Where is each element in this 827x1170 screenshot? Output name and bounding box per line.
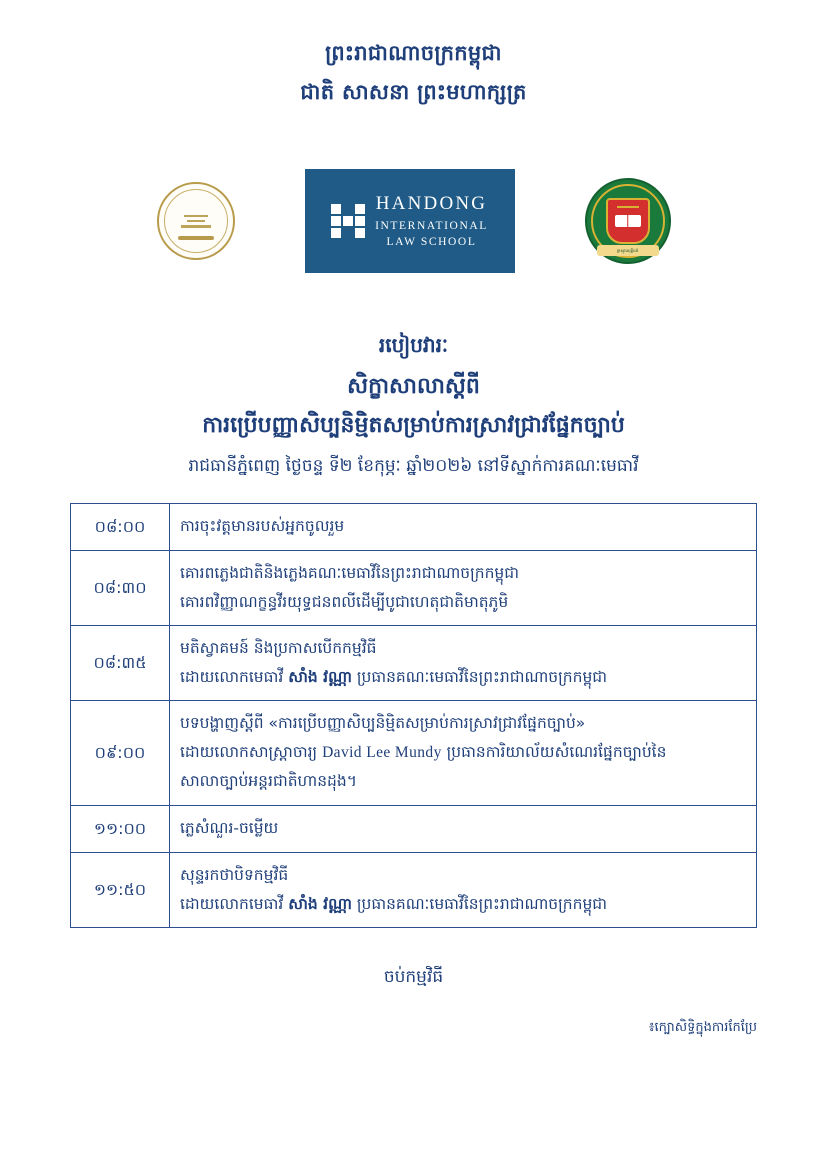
agenda-line-suffix: ប្រធានគណៈមេធាវីនៃព្រះរាជាណាចក្រកម្ពុជា: [351, 668, 608, 687]
agenda-line: បទបង្ហាញស្ដីពី «ការប្រើបញ្ញាសិប្បនិម្មិតសម្រាប់ការស្រាវជ្រាវផ្នែកច្បាប់»: [180, 714, 586, 733]
table-row: [71, 550, 757, 625]
closing-text: ចប់កម្មវិធី: [383, 966, 444, 987]
table-row: [71, 852, 757, 927]
agenda-line: មតិស្វាគមន៍ និងប្រកាសបើកកម្មវិធី: [180, 638, 377, 657]
handong-wordmark-line3: LAW SCHOOL: [386, 236, 477, 249]
national-motto: ជាតិ សាសនា ព្រះមហាក្សត្រ: [300, 79, 527, 104]
agenda-description: [170, 503, 757, 550]
table-row: [71, 625, 757, 700]
logo-row: [70, 161, 757, 281]
agenda-time: ១១:៥០: [71, 852, 170, 927]
agenda-line: [180, 664, 746, 691]
footnote-text: ៖ក្បោសិទ្ធិក្នុងការកែប្រែ: [648, 1019, 757, 1035]
seminar-subtitle: ការប្រើបញ្ញាសិប្បនិម្មិតសម្រាប់ការស្រាវជ្រាវផ្នែកច្បាប់: [202, 413, 625, 439]
agenda-line: [180, 739, 746, 766]
agenda-time: ០៩:០០: [71, 701, 170, 805]
agenda-description: [170, 852, 757, 927]
handong-law-school-logo: [305, 169, 515, 273]
agenda-line: សាលាច្បាប់អន្តរជាតិហានដុង។: [180, 772, 357, 791]
speaker-name: សាំង វណ្ណា: [288, 894, 352, 913]
agenda-line: គោរពភ្លេងជាតិនិងភ្លេងគណៈមេធាវីនៃព្រះរាជាណាចក្រកម្ពុជា: [180, 563, 520, 582]
agenda-description: [170, 805, 757, 852]
agenda-line: សុន្ទរកថាបិទកម្មវិធី: [180, 865, 289, 884]
title-block: [70, 329, 757, 481]
agenda-description: [170, 550, 757, 625]
agenda-line: គោរពវិញ្ញាណក្ខន្ធវីរយុទ្ធជនពលីដើម្បីបូជាហេតុជាតិមាតុភូមិ: [180, 592, 509, 611]
speaker-name: សាំង វណ្ណា: [288, 668, 352, 687]
agenda-time: ០៨:០០: [71, 503, 170, 550]
agenda-time: ០៨:៣៥: [71, 625, 170, 700]
seminar-title: សិក្ខាសាលាស្ដីពី: [347, 374, 480, 400]
kingdom-title: ព្រះរាជាណាចក្រកម្ពុជា: [325, 41, 502, 65]
agenda-line-prefix: ដោយលោកសាស្ត្រាចារ្យ: [180, 743, 323, 762]
table-row: [71, 503, 757, 550]
agenda-table: [70, 503, 757, 928]
agenda-description: [170, 701, 757, 805]
agenda-line-suffix: ប្រធានគណៈមេធាវីនៃព្រះរាជាណាចក្រកម្ពុជា: [351, 894, 608, 913]
agenda-line-suffix: ប្រធានការិយាល័យសំណេរផ្នែកច្បាប់នៃ: [441, 743, 667, 762]
emblem-banner-text: ក្រសួងយុត្តិធម៌: [597, 245, 659, 256]
royal-government-seal-icon: [157, 182, 235, 260]
agenda-label: របៀបវារៈ: [378, 333, 449, 358]
agenda-time: ០៨:៣០: [71, 550, 170, 625]
handong-mark-icon: [331, 204, 365, 238]
ministry-of-justice-emblem-icon: [585, 178, 671, 264]
document-header: [70, 0, 757, 109]
agenda-time: ១១:០០: [71, 805, 170, 852]
table-row: [71, 701, 757, 805]
agenda-line-prefix: ដោយលោកមេធាវី: [180, 894, 289, 913]
agenda-line-prefix: ដោយលោកមេធាវី: [180, 668, 289, 687]
agenda-line: ភ្លេសំណួរ-ចម្លើយ: [180, 818, 279, 837]
seminar-date-venue: រាជធានីភ្នំពេញ ថ្ងៃចន្ទ ទី២ ខែកុម្ភៈ ឆ្នាំ២០២៦ នៅទីស្នាក់ការគណៈមេធាវី: [188, 456, 639, 477]
table-row: [71, 805, 757, 852]
agenda-description: [170, 625, 757, 700]
handong-wordmark-line1: HANDONG: [375, 193, 488, 215]
speaker-name-latin: David Lee Mundy: [322, 744, 442, 762]
agenda-line: ការចុះវត្តមានរបស់អ្នកចូលរួម: [180, 517, 345, 536]
handong-wordmark-line2: INTERNATIONAL: [375, 220, 488, 233]
agenda-line: [180, 891, 746, 918]
